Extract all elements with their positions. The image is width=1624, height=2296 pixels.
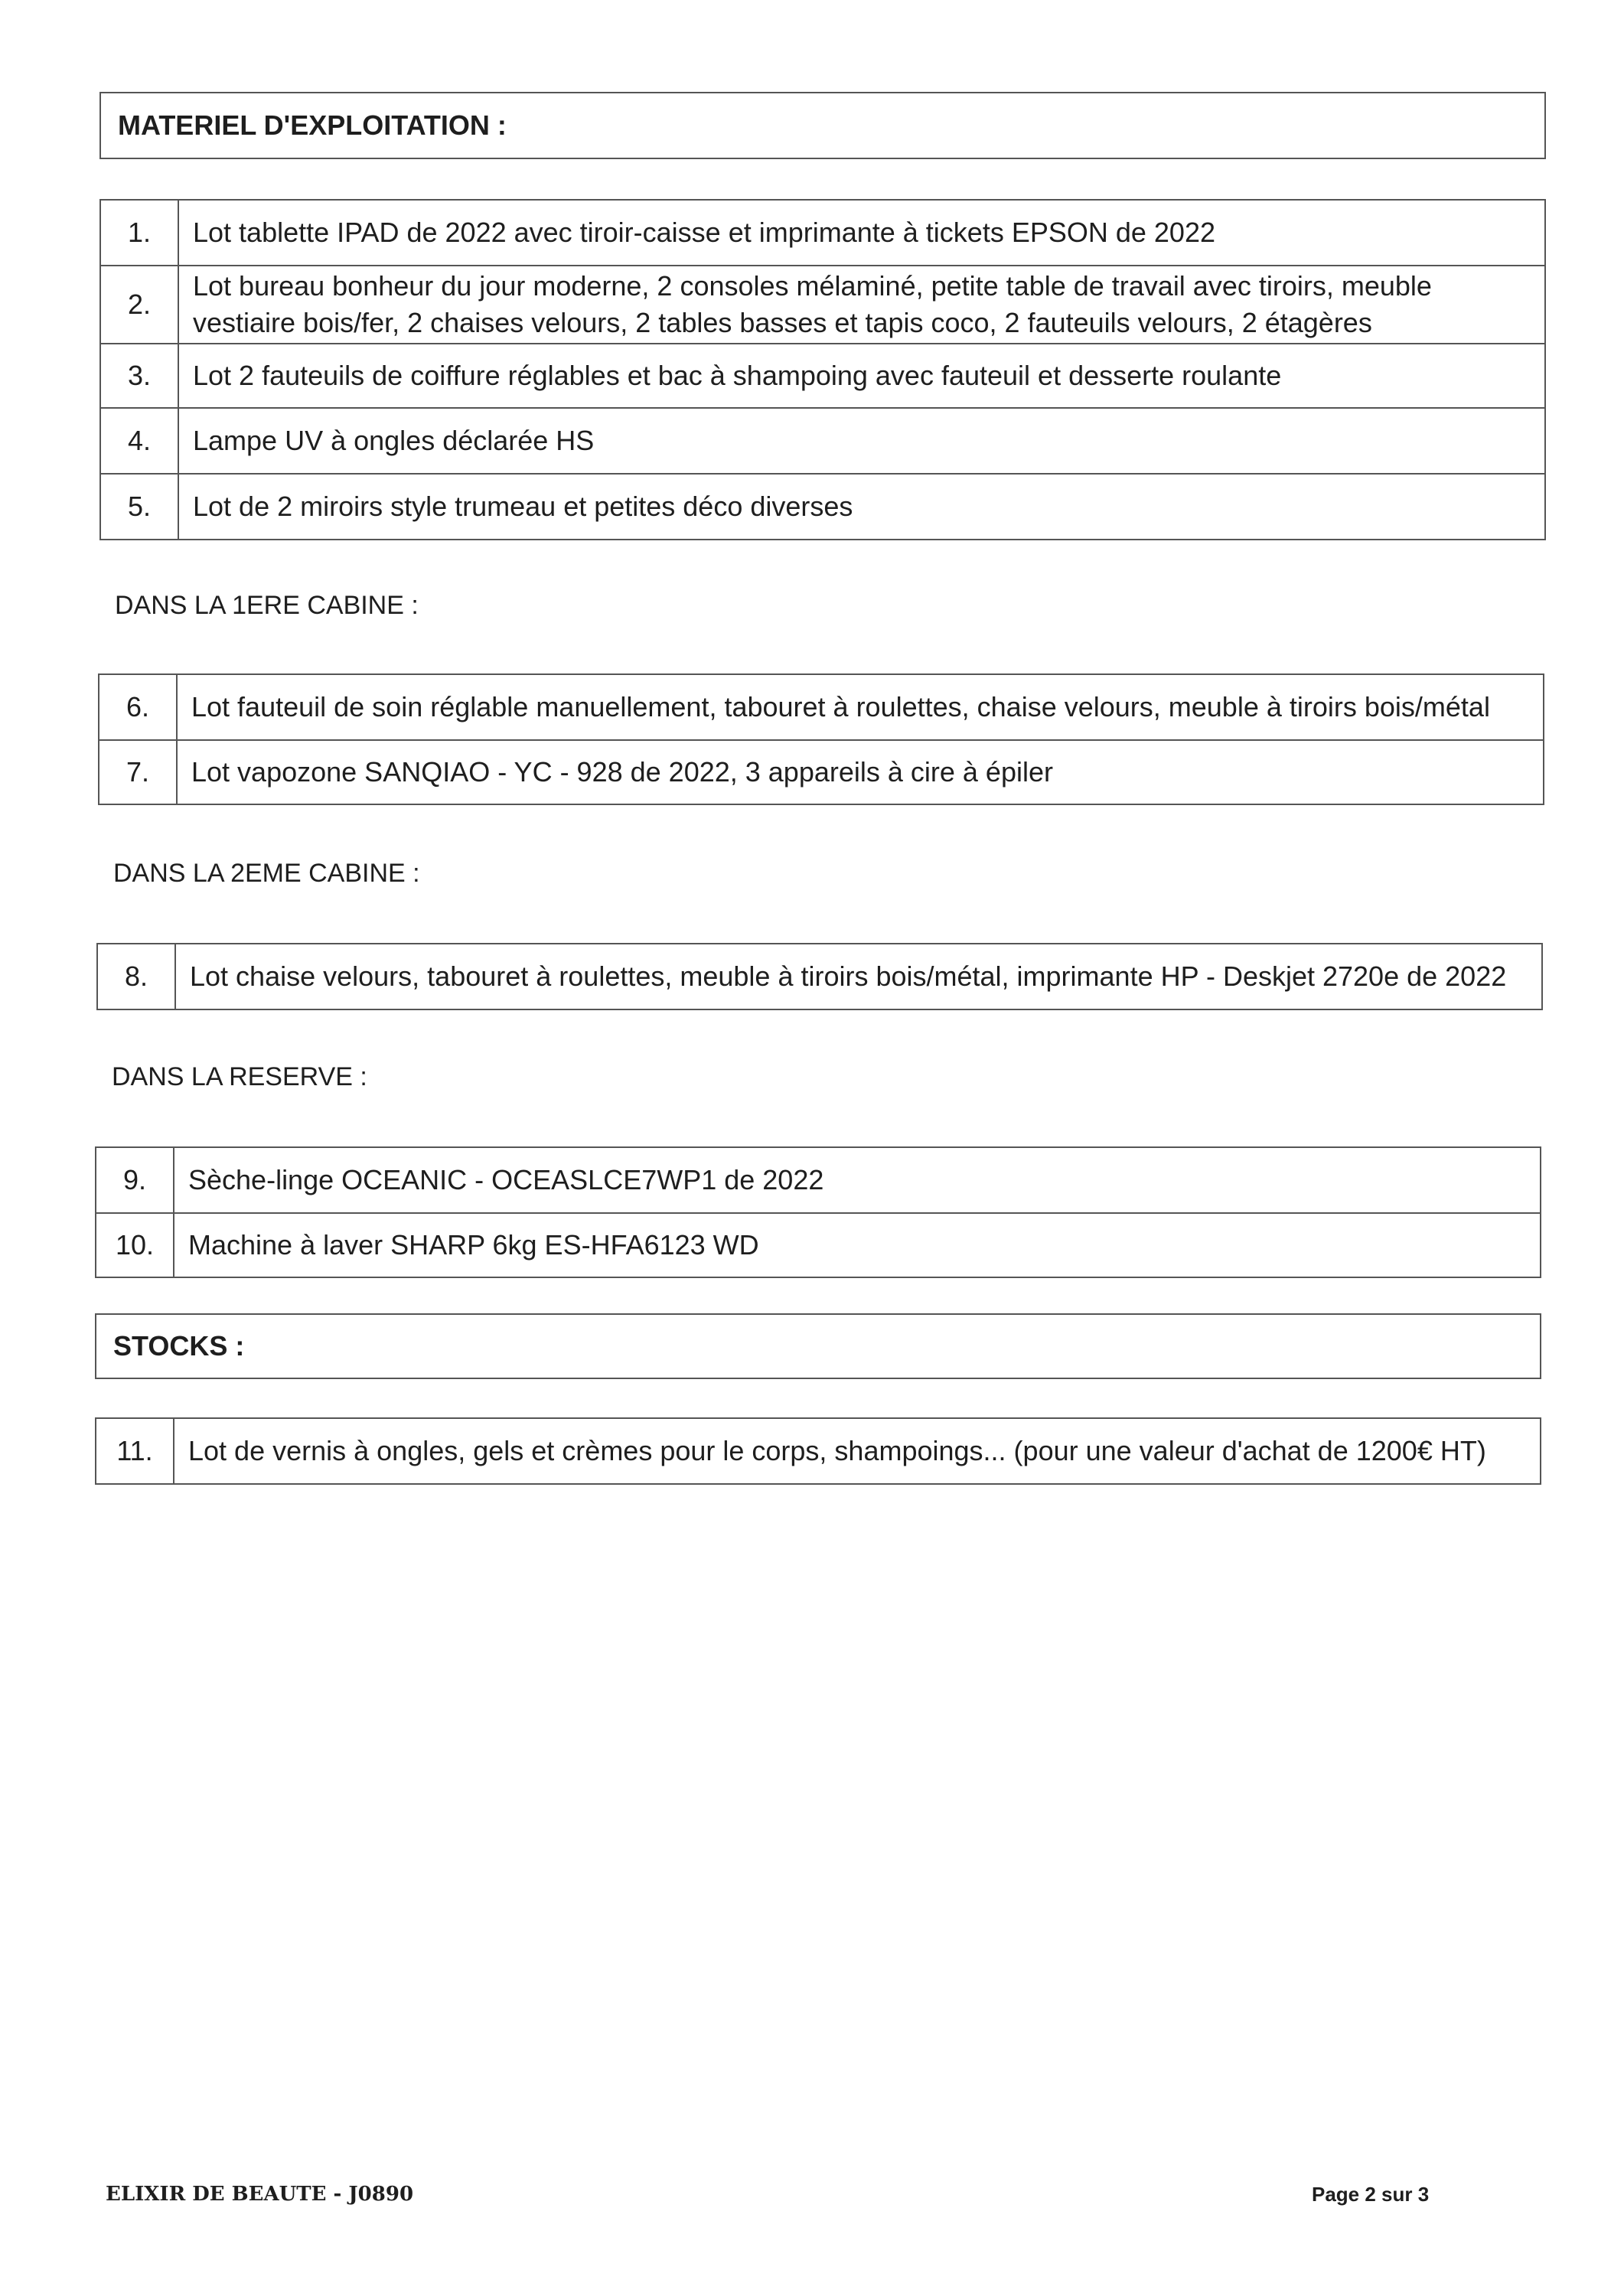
cabine2-table: [96, 943, 1543, 1010]
item-description: Lot vapozone SANQIAO - YC - 928 de 2022, 3 appareils à cire à épiler: [177, 740, 1544, 804]
table-row: [100, 344, 1545, 408]
item-number: 10.: [96, 1213, 174, 1277]
item-description: Machine à laver SHARP 6kg ES-HFA6123 WD: [174, 1213, 1541, 1277]
table-row: [99, 740, 1544, 804]
section-label-cabine2: DANS LA 2EME CABINE :: [113, 859, 420, 888]
item-number: 1.: [100, 200, 178, 266]
item-number: 3.: [100, 344, 178, 408]
footer-page-number: Page 2 sur 3: [1312, 2183, 1430, 2206]
section-header-materiel: [99, 92, 1546, 159]
item-description: Lot tablette IPAD de 2022 avec tiroir-caisse et imprimante à tickets EPSON de 2022: [178, 200, 1545, 266]
item-description: Lot de vernis à ongles, gels et crèmes pour le corps, shampoings... (pour une valeur d'achat de 1200€ HT): [174, 1418, 1541, 1484]
cabine1-table: [98, 673, 1544, 805]
section-label-reserve: DANS LA RESERVE :: [112, 1062, 367, 1091]
item-number: 5.: [100, 474, 178, 540]
item-description: Sèche-linge OCEANIC - OCEASLCE7WP1 de 2022: [174, 1147, 1541, 1213]
section-title-materiel: MATERIEL D'EXPLOITATION :: [118, 109, 507, 141]
table-row: [96, 1147, 1541, 1213]
table-row: [99, 674, 1544, 740]
reserve-table: [95, 1146, 1541, 1278]
table-row: [97, 944, 1542, 1009]
item-number: 4.: [100, 408, 178, 474]
section-label-cabine1: DANS LA 1ERE CABINE :: [115, 591, 419, 620]
item-description: Lot chaise velours, tabouret à roulettes, meuble à tiroirs bois/métal, imprimante HP - Deskjet 2720e de 2022: [175, 944, 1542, 1009]
item-number: 8.: [97, 944, 175, 1009]
table-row: [96, 1418, 1541, 1484]
table-row: [100, 474, 1545, 540]
item-description: Lot de 2 miroirs style trumeau et petites déco diverses: [178, 474, 1545, 540]
table-row: [100, 200, 1545, 266]
table-row: [100, 266, 1545, 344]
section-header-stocks: [95, 1313, 1541, 1379]
item-number: 2.: [100, 266, 178, 344]
item-number: 7.: [99, 740, 177, 804]
stocks-table: [95, 1417, 1541, 1485]
item-description: Lampe UV à ongles déclarée HS: [178, 408, 1545, 474]
item-number: 11.: [96, 1418, 174, 1484]
item-number: 9.: [96, 1147, 174, 1213]
item-description: Lot fauteuil de soin réglable manuellement, tabouret à roulettes, chaise velours, meuble à tiroirs bois/métal: [177, 674, 1544, 740]
section-title-stocks: STOCKS :: [113, 1330, 245, 1362]
item-number: 6.: [99, 674, 177, 740]
item-description: Lot bureau bonheur du jour moderne, 2 consoles mélaminé, petite table de travail avec tiroirs, meuble vestiaire bois/fer, 2 chaises velours, 2 tables basses et tapis coco, 2 fauteuils velours, 2 étagères: [178, 266, 1545, 344]
footer-company: ELIXIR DE BEAUTE - J0890: [106, 2183, 414, 2206]
table-row: [96, 1213, 1541, 1277]
item-description: Lot 2 fauteuils de coiffure réglables et bac à shampoing avec fauteuil et desserte roulante: [178, 344, 1545, 408]
materiel-table: [99, 199, 1546, 540]
table-row: [100, 408, 1545, 474]
